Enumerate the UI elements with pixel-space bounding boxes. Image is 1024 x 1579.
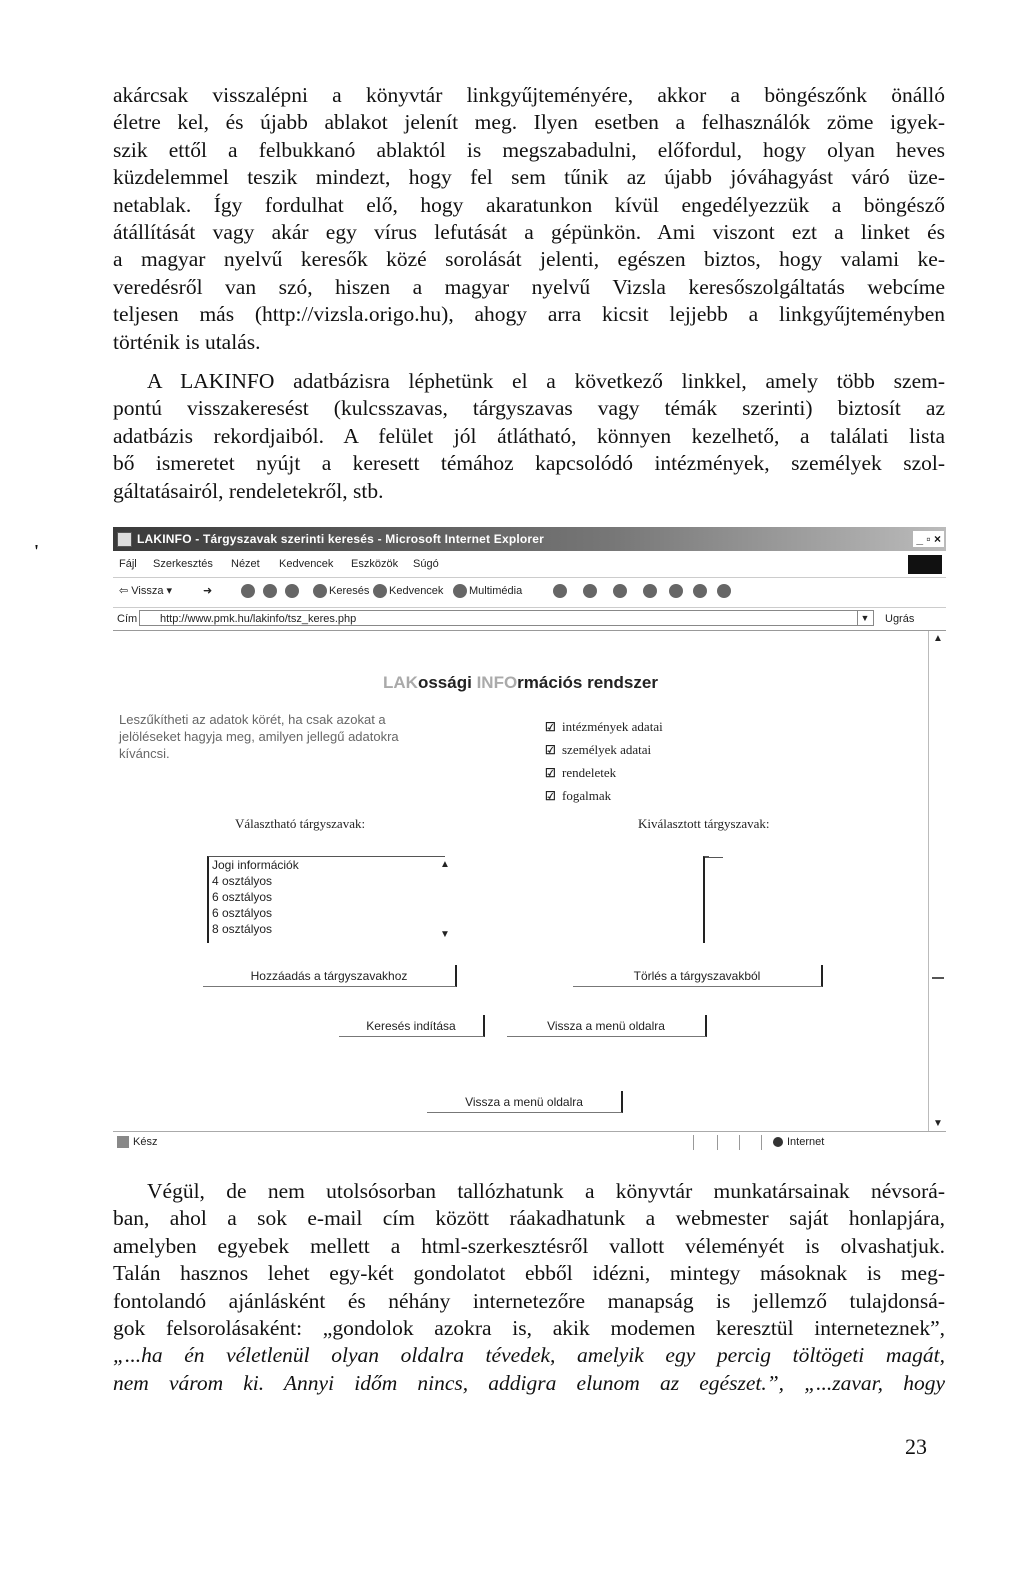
remove-keyword-button[interactable]: Törlés a tárgyszavakból: [573, 965, 823, 987]
menu-bar: [113, 553, 946, 575]
edit-icon[interactable]: [643, 578, 659, 604]
go-button[interactable]: Ugrás: [885, 613, 915, 625]
menu-item-edit[interactable]: Szerkesztés: [153, 558, 213, 570]
history-icon[interactable]: [553, 578, 569, 604]
text-line: ban, ahol a sok e-mail cím között ráakadhatunk a webmester saját honlapjára,: [113, 1206, 945, 1231]
page-scrollbar[interactable]: [928, 631, 947, 1131]
browser-logo: [908, 555, 942, 574]
list-item[interactable]: 6 osztályos: [212, 906, 273, 920]
chevron-down-icon[interactable]: ▼: [857, 611, 872, 625]
menu-item-favorites[interactable]: Kedvencek: [279, 558, 334, 570]
check-icon: ☑: [545, 743, 556, 757]
page-title: LAKossági INFOrmációs rendszer: [383, 673, 658, 692]
checkbox-institutions[interactable]: ☑ intézmények adatai: [545, 715, 663, 738]
list-item[interactable]: 6 osztályos: [212, 890, 273, 904]
text-line: adatbázis rekordjaiból. A felület jól átlátható, könnyen kezelhető, a találati lista: [113, 423, 945, 448]
menu-item-help[interactable]: Súgó: [413, 558, 439, 570]
media-button[interactable]: Multimédia: [453, 578, 469, 604]
paragraph-1: [113, 82, 945, 356]
window-title: LAKINFO - Tárgyszavak szerinti keresés - Microsoft Internet Explorer: [137, 532, 545, 546]
window-titlebar: [113, 527, 946, 551]
status-divider: [761, 1135, 762, 1150]
forward-icon[interactable]: ➜: [203, 585, 213, 597]
list-item[interactable]: 4 osztályos: [212, 874, 273, 888]
status-divider: [693, 1135, 694, 1150]
address-label: Cím: [117, 613, 138, 625]
text-line: gáltatásairól, rendeletekről, stb.: [113, 478, 384, 503]
list-item[interactable]: Jogi információk: [212, 858, 299, 872]
scroll-up-icon[interactable]: ▲: [440, 859, 450, 870]
page-icon: [117, 1136, 129, 1148]
list-item[interactable]: 8 osztályos: [212, 922, 273, 936]
page-content: [113, 631, 928, 1131]
browser-screenshot: [113, 527, 946, 1152]
ie-icon: [117, 532, 132, 547]
text-line: nem várom ki. Annyi időm nincs, addigra elunom az egészet.”, „...zavar, hogy: [113, 1370, 945, 1395]
text-line: A LAKINFO adatbázisra léphetünk el a következő linkkel, amely több szem-: [147, 369, 945, 393]
paragraph-3: [113, 1178, 945, 1397]
list-scrollbar[interactable]: [431, 857, 450, 943]
check-icon: ☑: [545, 789, 556, 803]
margin-mark: ': [34, 541, 40, 561]
menu-item-file[interactable]: Fájl: [119, 558, 137, 570]
checkbox-regulations[interactable]: ☑ rendeletek: [545, 761, 663, 784]
text-line: veredésről van szó, hiszen a magyar nyelvű Vizsla keresőszolgáltatás webcíme: [113, 274, 945, 299]
text-line: életre kel, és újabb ablakot jelenít meg. Ilyen esetben a felhasználók zöme igyek-: [113, 110, 945, 135]
text-line: történik is utalás.: [113, 329, 261, 354]
address-input[interactable]: http://www.pmk.hu/lakinfo/tsz_keres.php: [139, 610, 874, 626]
text-line: a magyar nyelvű keresők közé sorolását jelenti, egészen biztos, hogy valami ke-: [113, 247, 945, 272]
scroll-up-icon[interactable]: ▲: [933, 633, 943, 644]
menu-item-tools[interactable]: Eszközök: [351, 558, 399, 570]
selected-keywords-list[interactable]: [703, 856, 709, 943]
checkbox-concepts[interactable]: ☑ fogalmak: [545, 784, 663, 807]
text-line: teljesen más (http://vizsla.origo.hu), ahogy arra kicsit lejjebb a linkgyűjteményben: [113, 302, 945, 327]
available-keywords-label: Választható tárgyszavak:: [235, 816, 366, 831]
text-line: „...ha én véletlenül olyan oldalra tévedek, amelyik egy percig töltögeti magát,: [113, 1343, 945, 1368]
page-number: 23: [905, 1434, 927, 1459]
stop-icon[interactable]: [241, 578, 257, 604]
back-button[interactable]: ⇦ Vissza ▾: [119, 585, 173, 597]
text-line: küzdelemmel teszik mindezt, hogy fel sem tűnik az újabb jóváhagyást váró üze-: [113, 165, 945, 190]
mail-icon[interactable]: [583, 578, 599, 604]
text-line: amelyben egyebek mellett a html-szerkesztésről vallott véleményét is olvashatjuk.: [113, 1233, 945, 1258]
window-controls[interactable]: _ ▫ ×: [913, 531, 944, 547]
available-keywords-list[interactable]: [207, 856, 450, 943]
start-search-button[interactable]: Keresés indítása: [339, 1015, 485, 1037]
filter-hint: Leszűkítheti az adatok körét, ha csak azokat a jelöléseket hagyja meg, amilyen jellegű adatokra kíváncsi.: [119, 712, 399, 761]
refresh-icon[interactable]: [263, 578, 279, 604]
security-zone: Internet: [773, 1132, 824, 1153]
status-text: Kész: [133, 1136, 158, 1148]
text-line: átállítását vagy akár egy vírus lefutását a gépünkön. Ami viszont ezt a linket és: [113, 220, 945, 245]
scroll-down-icon[interactable]: ▼: [933, 1118, 943, 1129]
status-bar: [113, 1131, 946, 1153]
text-line: szik ettől a felbukkanó ablaktól is megszabadulni, előfordul, hogy olyan heves: [113, 137, 945, 162]
messenger-icon[interactable]: [693, 578, 709, 604]
text-line: Talán hasznos lehet egy-két gondolatot ebből idézni, mintegy másoknak is meg-: [113, 1261, 945, 1286]
menu-item-view[interactable]: Nézet: [231, 558, 260, 570]
text-line: fontolandó ajánlásként és néhány internetezőre manapság is jellemző tulajdonsá-: [113, 1288, 945, 1313]
back-to-menu-button-bottom[interactable]: Vissza a menü oldalra: [427, 1091, 623, 1113]
toolbar: [113, 577, 946, 604]
text-line: bő ismeretet nyújt a keresett témához kapcsolódó intézmények, személyek szol-: [113, 451, 945, 476]
paragraph-2: [113, 368, 945, 505]
status-divider: [739, 1135, 740, 1150]
scroll-thumb[interactable]: [932, 977, 944, 979]
media-icon: [453, 584, 467, 598]
search-icon: [313, 584, 327, 598]
favorites-icon: [373, 584, 387, 598]
favorites-button[interactable]: Kedvencek: [373, 578, 389, 604]
add-keyword-button[interactable]: Hozzáadás a tárgyszavakhoz: [203, 965, 457, 987]
back-to-menu-button[interactable]: Vissza a menü oldalra: [507, 1015, 707, 1037]
search-button[interactable]: Keresés: [313, 578, 329, 604]
selected-keywords-label: Kiválasztott tárgyszavak:: [638, 816, 770, 831]
scroll-down-icon[interactable]: ▼: [440, 929, 450, 940]
home-icon[interactable]: [285, 578, 301, 604]
text-line: Végül, de nem utolsósorban tallózhatunk a könyvtár munkatársainak névsorá-: [147, 1179, 945, 1203]
checkbox-persons[interactable]: ☑ személyek adatai: [545, 738, 663, 761]
check-icon: ☑: [545, 766, 556, 780]
filter-checkboxes: [545, 715, 663, 807]
text-line: netablak. Így fordulhat elő, hogy akaratunkon kívül engedélyezzük a böngésző: [113, 192, 945, 217]
check-icon: ☑: [545, 720, 556, 734]
text-line: pontú visszakeresést (kulcsszavas, tárgyszavas vagy témák szerinti) biztosít az: [113, 396, 945, 421]
text-line: akárcsak visszalépni a könyvtár linkgyűjteményére, akkor a böngészőnk önálló: [113, 83, 945, 107]
print-icon[interactable]: [613, 578, 629, 604]
discuss-icon[interactable]: [669, 578, 685, 604]
globe-icon: [773, 1137, 783, 1147]
status-divider: [717, 1135, 718, 1150]
extra-icon[interactable]: [717, 578, 733, 604]
address-bar: [113, 607, 946, 631]
text-line: gok felsorolásaként: „gondolok azokra is, akik modemen keresztül interneteznek”,: [113, 1316, 945, 1341]
